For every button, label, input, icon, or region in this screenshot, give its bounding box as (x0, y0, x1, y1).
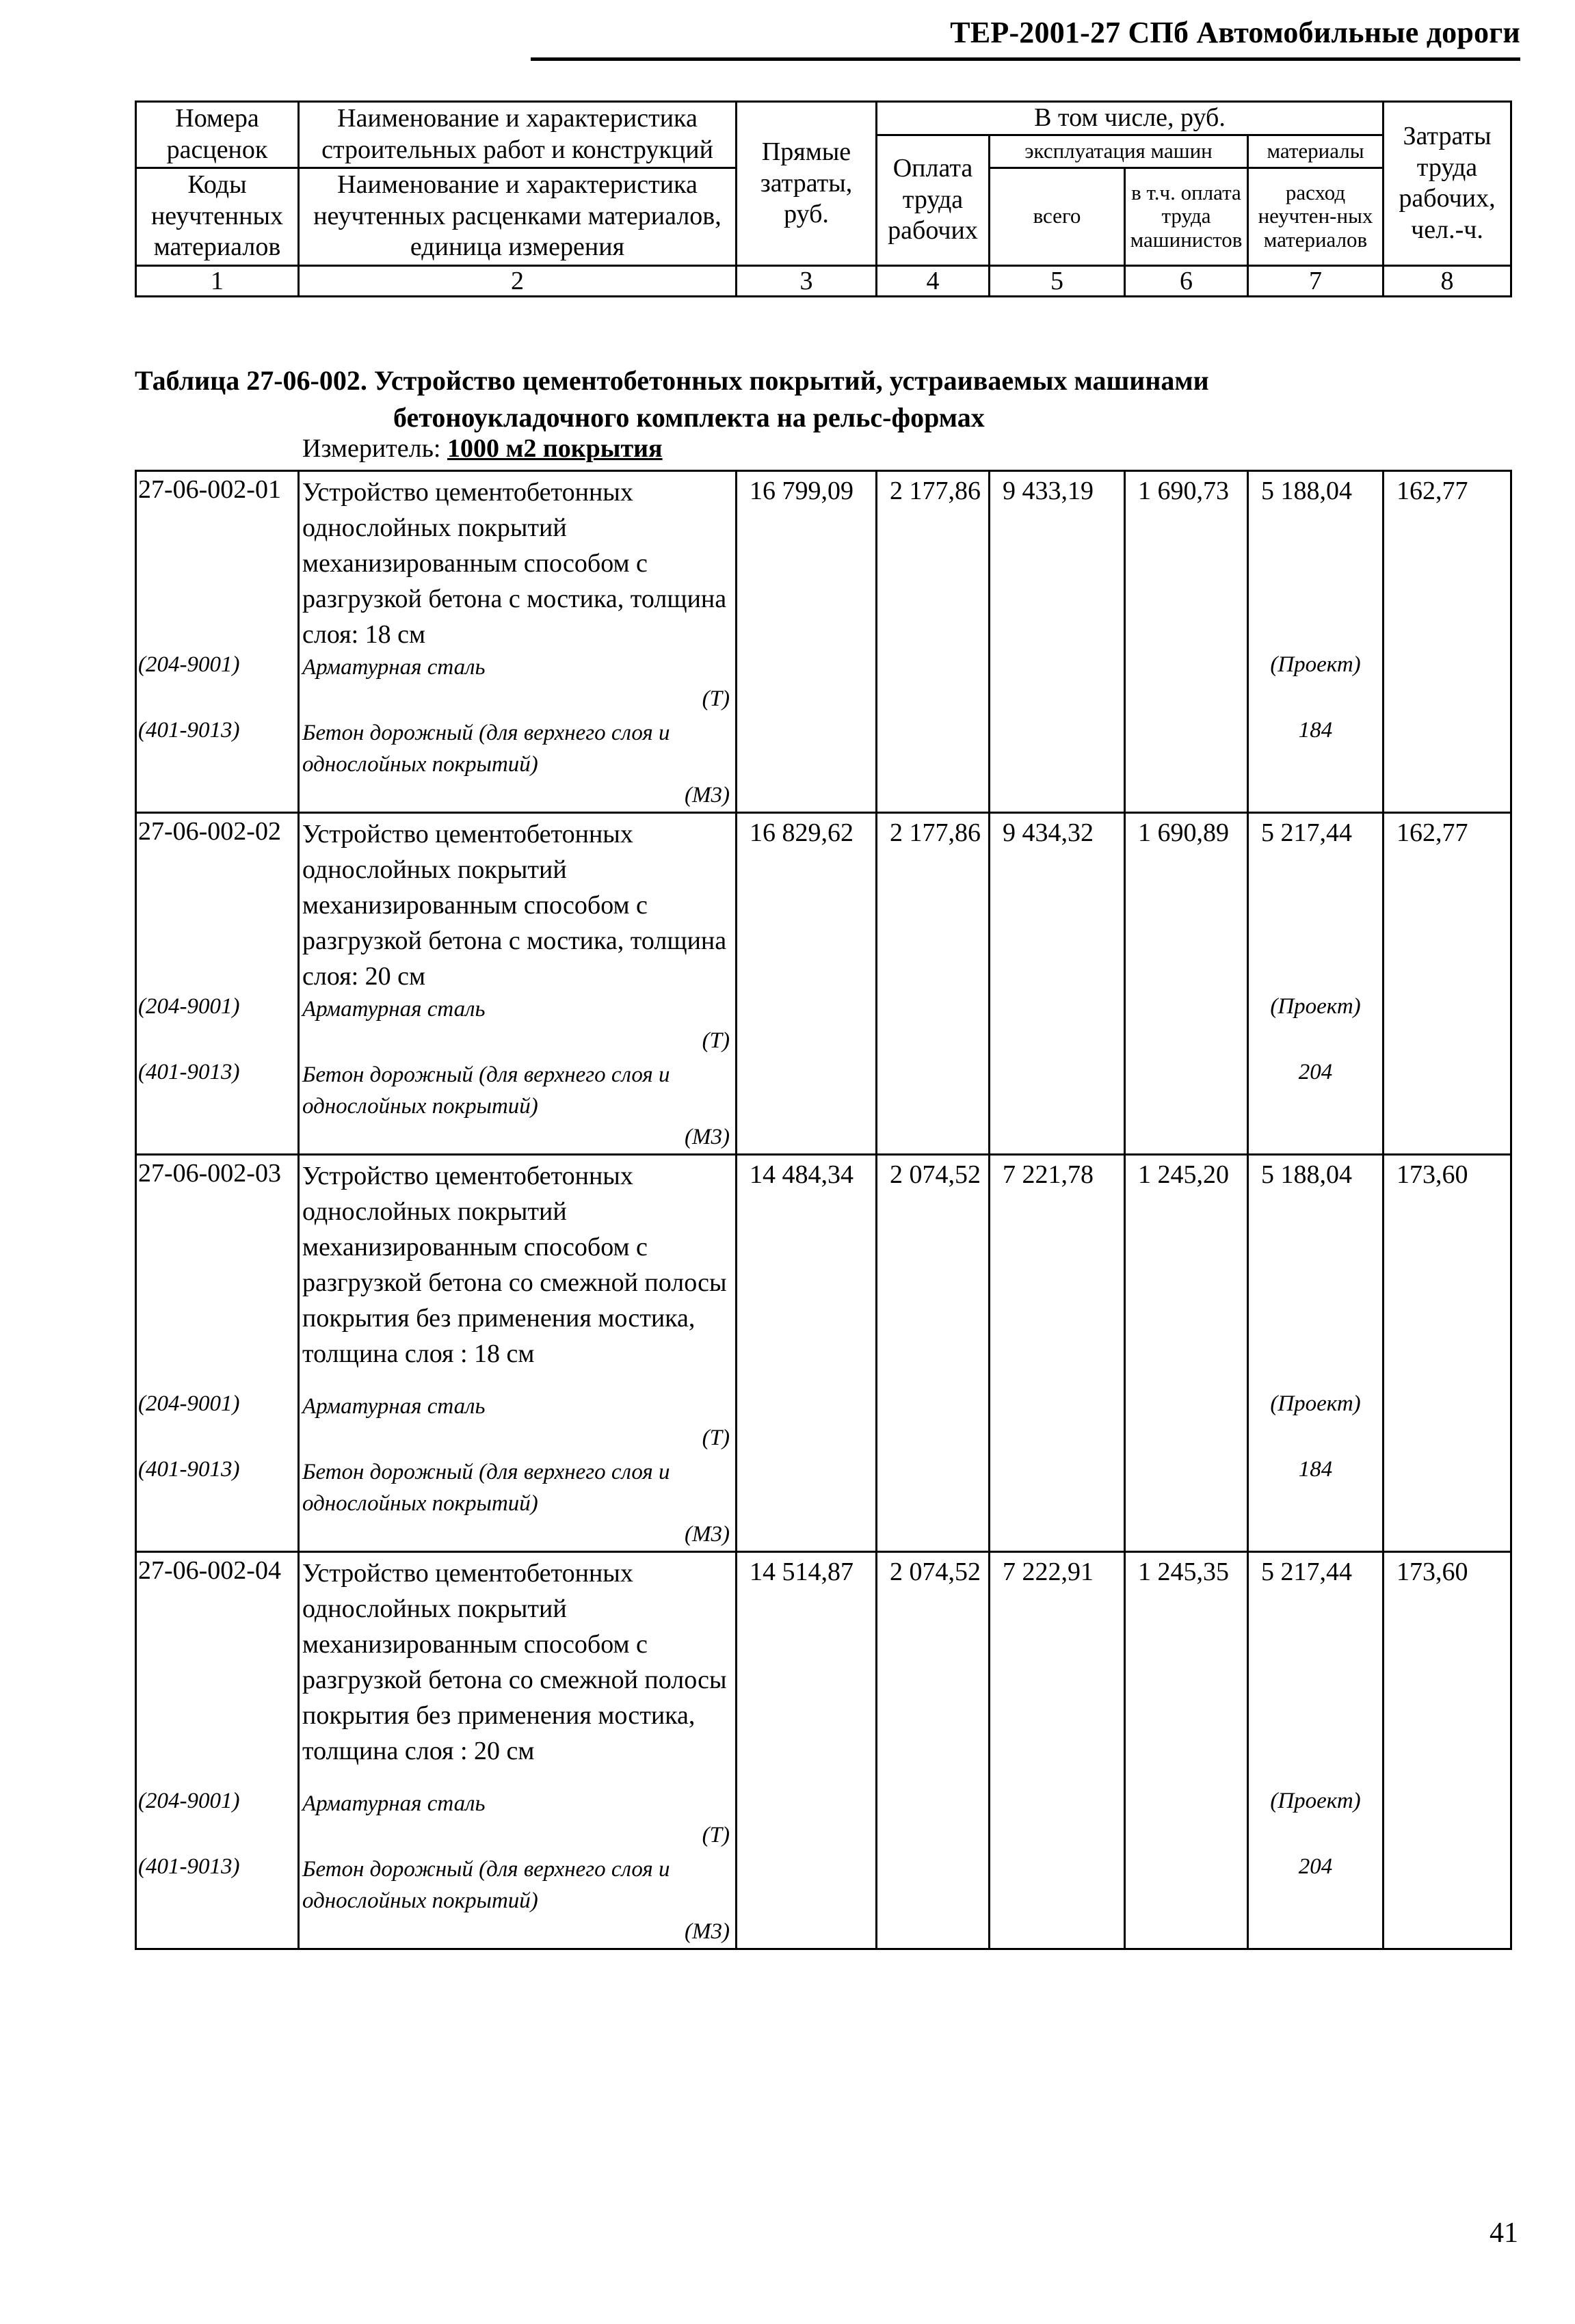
material-value: 184 (1248, 1457, 1384, 1551)
material-code: (401-9013) (136, 1457, 299, 1551)
column-number: 8 (1384, 265, 1511, 296)
measure-unit-label: Измеритель: (302, 434, 441, 463)
direct-cost: 14 514,87 (737, 1551, 877, 1789)
measure-unit-value: 1000 м2 покрытия (447, 434, 663, 463)
rate-name: Устройство цементобетонных однослойных покрытий механизированным способом с разгрузкой бетона с мостика, толщина слоя: 20 см (299, 812, 737, 994)
direct-cost: 16 829,62 (737, 812, 877, 994)
column-number: 7 (1248, 265, 1384, 296)
rate-code: 27-06-002-02 (136, 812, 299, 994)
material-code: (204-9001) (136, 994, 299, 1060)
column-number: 4 (877, 265, 990, 296)
material-value: 204 (1248, 1854, 1384, 1949)
table-row (136, 1154, 1511, 1391)
document-header-title: ТЕР-2001-27 СПб Автомобильные дороги (950, 16, 1520, 49)
material-code: (204-9001) (136, 652, 299, 718)
material-value: (Проект) (1248, 652, 1384, 718)
material-name: Бетон дорожный (для верхнего слоя и однослойных покрытий) (302, 721, 670, 777)
material-row (136, 1391, 1511, 1457)
direct-cost: 14 484,34 (737, 1154, 877, 1391)
material-value: (Проект) (1248, 1391, 1384, 1457)
machines-total: 9 434,32 (990, 812, 1125, 994)
material-unit: (М3) (685, 1125, 730, 1150)
material-value: 204 (1248, 1060, 1384, 1154)
material-code: (401-9013) (136, 718, 299, 812)
material-row (136, 652, 1511, 718)
header-machines: эксплуатация машин (990, 135, 1248, 168)
machines-total: 7 221,78 (990, 1154, 1125, 1391)
material-name: Арматурная сталь (302, 1394, 486, 1419)
measure-unit (302, 433, 663, 464)
column-number: 3 (737, 265, 877, 296)
material-name: Арматурная сталь (302, 655, 486, 680)
header-col4: Оплата труда рабочих (877, 135, 990, 265)
materials-cost: 5 188,04 (1248, 471, 1384, 653)
material-unit: (Т) (702, 686, 730, 711)
table-title (135, 362, 1209, 436)
material-code: (401-9013) (136, 1060, 299, 1154)
header-group: В том числе, руб. (877, 102, 1384, 135)
material-value: (Проект) (1248, 994, 1384, 1060)
labor-cost: 2 074,52 (877, 1154, 990, 1391)
direct-cost: 16 799,09 (737, 471, 877, 653)
page-number: 41 (1490, 2217, 1518, 2249)
column-number: 5 (990, 265, 1125, 296)
material-name: Бетон дорожный (для верхнего слоя и однослойных покрытий) (302, 1857, 670, 1913)
column-header-table (135, 101, 1512, 297)
material-unit: (Т) (702, 1028, 730, 1053)
table-row (136, 471, 1511, 653)
machinists-pay: 1 690,73 (1125, 471, 1248, 653)
rate-code: 27-06-002-01 (136, 471, 299, 653)
material-unit: (М3) (685, 783, 730, 808)
material-unit: (Т) (702, 1822, 730, 1847)
material-row (136, 994, 1511, 1060)
header-col3: Прямые затраты, руб. (737, 102, 877, 266)
material-value: (Проект) (1248, 1789, 1384, 1854)
rate-code: 27-06-002-04 (136, 1551, 299, 1789)
header-rule (531, 57, 1520, 61)
header-col2-bottom: Наименование и характеристика неучтенных расценками материалов, единица измерения (299, 168, 737, 265)
rate-name: Устройство цементобетонных однослойных покрытий механизированным способом с разгрузкой бетона с мостика, толщина слоя: 18 см (299, 471, 737, 653)
machines-total: 7 222,91 (990, 1551, 1125, 1789)
labor-hours: 162,77 (1384, 471, 1511, 653)
labor-hours: 173,60 (1384, 1154, 1511, 1391)
materials-cost: 5 217,44 (1248, 812, 1384, 994)
labor-cost: 2 177,86 (877, 471, 990, 653)
material-row (136, 718, 1511, 812)
rates-table (135, 470, 1512, 1950)
material-value: 184 (1248, 718, 1384, 812)
material-unit: (Т) (702, 1425, 730, 1450)
machinists-pay: 1 690,89 (1125, 812, 1248, 994)
material-code: (401-9013) (136, 1854, 299, 1949)
material-name: Бетон дорожный (для верхнего слоя и однослойных покрытий) (302, 1063, 670, 1119)
labor-hours: 162,77 (1384, 812, 1511, 994)
material-row (136, 1789, 1511, 1854)
material-unit: (М3) (685, 1522, 730, 1547)
material-unit: (М3) (685, 1919, 730, 1945)
table-title-line2: бетоноукладочного комплекта на рельс-формах (393, 401, 985, 433)
material-row (136, 1060, 1511, 1154)
material-name: Арматурная сталь (302, 1791, 486, 1817)
header-col8: Затраты труда рабочих, чел.-ч. (1384, 102, 1511, 266)
column-number: 2 (299, 265, 737, 296)
header-col1-top: Номера расценок (136, 102, 299, 168)
table-row (136, 1551, 1511, 1789)
table-row (136, 812, 1511, 994)
material-code: (204-9001) (136, 1789, 299, 1854)
header-materials: материалы (1248, 135, 1384, 168)
machinists-pay: 1 245,20 (1125, 1154, 1248, 1391)
column-number: 6 (1125, 265, 1248, 296)
header-col7: расход неучтен-ных материалов (1248, 168, 1384, 265)
materials-cost: 5 217,44 (1248, 1551, 1384, 1789)
header-col2-top: Наименование и характеристика строительных работ и конструкций (299, 102, 737, 168)
header-col6: в т.ч. оплата труда машинистов (1125, 168, 1248, 265)
materials-cost: 5 188,04 (1248, 1154, 1384, 1391)
material-row (136, 1457, 1511, 1551)
material-code: (204-9001) (136, 1391, 299, 1457)
labor-cost: 2 074,52 (877, 1551, 990, 1789)
column-number: 1 (136, 265, 299, 296)
table-title-line1: Таблица 27-06-002. Устройство цементобетонных покрытий, устраиваемых машинами (135, 365, 1209, 396)
rate-name: Устройство цементобетонных однослойных покрытий механизированным способом с разгрузкой бетона со смежной полосы покрытия без применения мостика, толщина слоя : 18 см (299, 1154, 737, 1391)
material-row (136, 1854, 1511, 1949)
material-name: Бетон дорожный (для верхнего слоя и однослойных покрытий) (302, 1460, 670, 1516)
rate-code: 27-06-002-03 (136, 1154, 299, 1391)
machines-total: 9 433,19 (990, 471, 1125, 653)
labor-hours: 173,60 (1384, 1551, 1511, 1789)
header-col1-bottom: Коды неучтенных материалов (136, 168, 299, 265)
labor-cost: 2 177,86 (877, 812, 990, 994)
machinists-pay: 1 245,35 (1125, 1551, 1248, 1789)
material-name: Арматурная сталь (302, 997, 486, 1022)
rate-name: Устройство цементобетонных однослойных покрытий механизированным способом с разгрузкой бетона со смежной полосы покрытия без применения мостика, толщина слоя : 20 см (299, 1551, 737, 1789)
header-col5: всего (990, 168, 1125, 265)
